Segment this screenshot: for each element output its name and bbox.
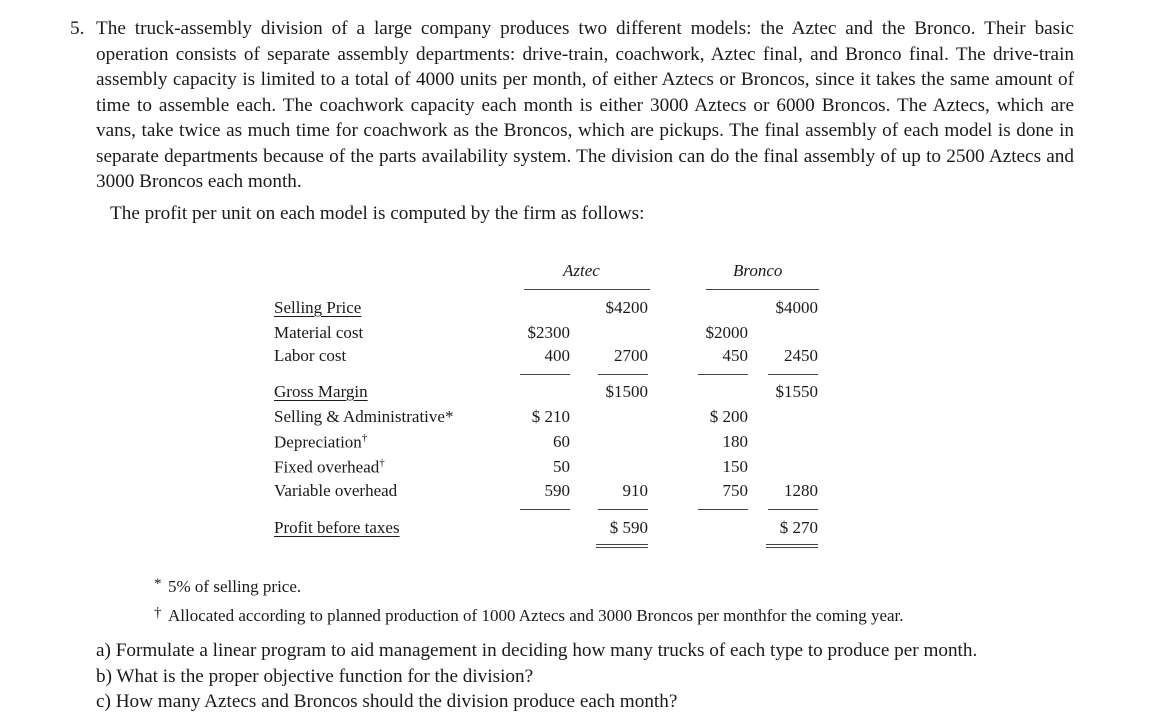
aztec-selling-price: $4200 [605,298,648,317]
double-rule-bronco-profit [766,544,818,548]
bronco-profit: $ 270 [779,518,818,537]
label-profit-before-taxes: Profit before taxes [274,518,400,537]
rule-bronco-overheads [698,509,748,510]
bronco-variable-overhead: 750 [722,481,748,500]
rule-bronco-total-costs [768,374,818,375]
dagger-mark: † [379,457,385,469]
problem-text: The truck-assembly division of a large company produces two different models: the Aztec and the Bronco. Their basic operation consists of separate assembly departments: drive-train, coachwork, Aztec final, and Bronco final. The drive-train assembly capacity is limited to a total of 4000 units per month, of either Aztecs or Broncos, since it takes the same amount of time to assemble each. The coachwork capacity each month is either 3000 Aztecs or 6000 Broncos. The Aztecs, which are vans, take twice as much time for coachwork as the Broncos, which are pickups. The final assembly of each model is done in separate departments because of the parts availability system. The division can do the final assembly of up to 2500 Aztecs and 3000 Broncos each month. [96,18,1074,192]
label-fixed-overhead: Fixed overhead† [274,457,385,477]
aztec-fixed-overhead: 50 [553,457,570,476]
bronco-labor-total: 2450 [784,346,818,365]
question-item: c) How many Aztecs and Broncos should the division produce each month? [96,691,678,712]
header-rule-bronco [706,289,819,290]
bronco-fixed-overhead: 150 [722,457,748,476]
table-intro: The profit per unit on each model is computed by the firm as follows: [110,203,645,224]
footnote [154,600,904,629]
header-aztec: Aztec [563,261,600,280]
dagger-mark: † [154,605,162,621]
header-bronco: Bronco [733,261,783,280]
label-variable-overhead: Variable overhead [274,481,398,500]
bronco-labor-cost: 450 [722,346,748,365]
rule-bronco-costs [698,374,748,375]
asterisk-mark: * [154,576,162,592]
problem-statement [64,16,1074,195]
rule-aztec-overheads [520,509,570,510]
rule-bronco-total-overheads [768,509,818,510]
label-material-cost: Material cost [274,323,364,342]
dagger-mark: † [361,432,368,444]
question-list [96,638,977,715]
footnotes [154,571,904,629]
bronco-gross-margin: $1550 [775,382,818,401]
aztec-depreciation: 60 [553,432,570,451]
aztec-profit: $ 590 [609,518,648,537]
bronco-selling-price: $4000 [775,298,818,317]
aztec-gross-margin: $1500 [605,382,648,401]
aztec-overhead-total: 910 [622,481,648,500]
aztec-material-cost: $2300 [527,323,570,342]
header-rule-aztec [524,289,650,290]
label-selling-price: Selling Price [274,298,362,317]
label-labor-cost: Labor cost [274,346,347,365]
aztec-variable-overhead: 590 [544,481,570,500]
rule-aztec-total-costs [598,374,648,375]
bronco-depreciation: 180 [722,432,748,451]
problem-number: 5. [70,18,85,39]
question-item: a) Formulate a linear program to aid management in deciding how many trucks of each type to produce per month. [96,640,978,661]
label-selling-admin: Selling & Administrative* [274,407,454,426]
question-item: b) What is the proper objective function for the division? [96,665,534,687]
bronco-selling-admin: $ 200 [709,407,748,426]
footnote-text: 5% of selling price. [168,577,302,596]
footnote-text: Allocated according to planned production of 1000 Aztecs and 3000 Broncos per monthfor the coming year. [168,606,904,625]
aztec-selling-admin: $ 210 [531,407,570,426]
bronco-overhead-total: 1280 [784,481,818,500]
aztec-labor-cost: 400 [544,346,570,365]
bronco-material-cost: $2000 [705,323,748,342]
double-rule-aztec-profit [596,544,648,548]
label-gross-margin: Gross Margin [274,382,368,401]
label-depreciation: Depreciation† [274,432,368,452]
aztec-labor-total: 2700 [614,346,648,365]
footnote [154,571,904,600]
rule-aztec-costs [520,374,570,375]
rule-aztec-total-overheads [598,509,648,510]
